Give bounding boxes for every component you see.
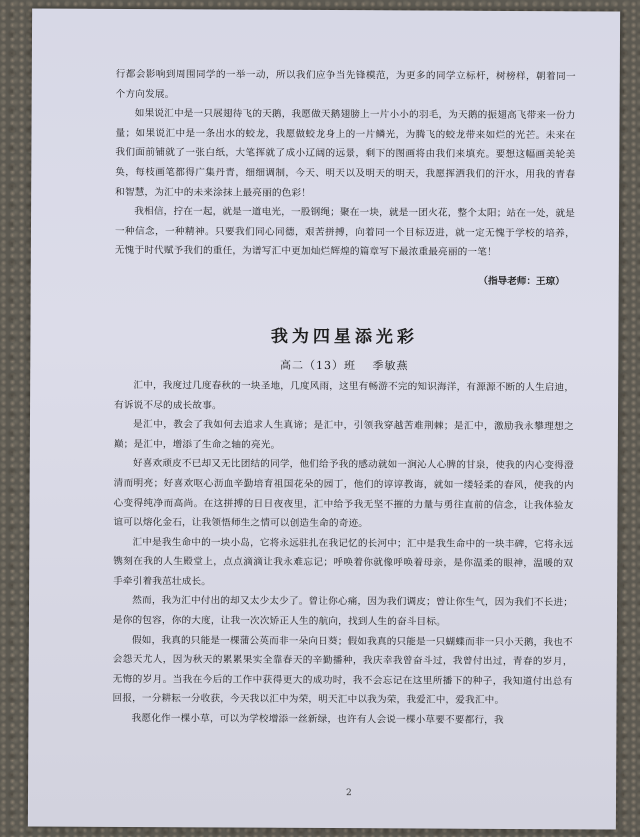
prev-paragraph-1: 行都会影响到周围同学的一举一动，所以我们应争当先锋模范，为更多的同学立标杆，树榜样，朝着同一个方向发展。 [115, 68, 576, 100]
article-paragraph-6: 假如，我真的只能是一棵蒲公英而非一朵向日葵；假如我真的只能是一只蝴蝶而非一只小天鹅，我也不会怨天尤人，因为秋天的累累果实全靠春天的辛勤播种，我庆幸我曾奋斗过，我曾付出过，青春的岁月，无悔的岁月。当我在今后的工作中获得更大的成功时，我不会忘记在这里所播下的种子，我知道付出总有回报，一分耕耘一分收获，今天我以汇中为荣，明天汇中以我为荣，我爱汇中，爱我汇中。 [112, 634, 573, 707]
document-page [28, 8, 620, 829]
article-paragraph-5: 然而，我为汇中付出的却又太少太少了。曾让你心痛，因为我们调皮；曾让你生气，因为我们不长进；是你的包容，你的大度，让我一次次矫正人生的航向，找到人生的奋斗目标。 [112, 595, 574, 628]
article-paragraph-7: 我愿化作一棵小草，可以为学校增添一丝新绿，也许有人会说一棵小草要不要都行，我 [131, 713, 504, 726]
article-paragraph-4: 汇中是我生命中的一块小岛，它将永远驻扎在我记忆的长河中；汇中是我生命中的一块丰碑，它将永远镌刻在我的人生殿堂上，点点滴滴让我永难忘记；呼唤着你就像呼唤着母亲，是你温柔的眼神，温暖的双手牵引着我茁壮成长。 [113, 536, 574, 588]
author-name: 季敏燕 [372, 359, 409, 373]
prev-paragraph-3: 我相信，拧在一起，就是一道电光，一股钢绳；聚在一块，就是一团火花，整个太阳；站在一处，就是一种信念，一种精神。只要我们同心同德，艰苦拼搏，向着同一个目标迈进，就一定无愧于学校的培养，无愧于时代赋予我们的重任，为谱写汇中更加灿烂辉煌的篇章写下最浓重最亮丽的一笔！ [114, 206, 576, 259]
prev-paragraph-2: 如果说汇中是一只展翅待飞的天鹅，我愿做天鹅翅膀上一片小小的羽毛，为天鹅的振翅高飞带来一份力量；如果说汇中是一条出水的蛟龙，我愿做蛟龙身上的一片鳞光，为腾飞的蛟龙带来如烂的光芒。未来在我们面前铺就了一张白纸，大笔挥就了成小辽阔的远景，剩下的图画将由我们来填充。要想这幅画美轮美奂，每枝画笔都得广集丹青，细细调制，今天、明天以及明天的明天，我愿挥洒我们的汗水，用我的青春和智慧，为汇中的未来涂抹上最亮丽的色彩！ [115, 108, 576, 199]
instructor-note: （指导老师：王琼） [478, 275, 565, 288]
page-number: 2 [346, 788, 352, 799]
article-paragraph-2: 是汇中，教会了我如何去追求人生真谛；是汇中，引领我穿越苦难荆棘；是汇中，激励我永攀理想之巅；是汇中，增添了生命之轴的亮光。 [113, 419, 574, 451]
class-name: 高二（13）班 [279, 358, 357, 373]
article-paragraph-1: 汇中，我度过几度春秋的一块圣地，几度风雨，这里有畅游不完的知识海洋，有源源不断的人生启迪，有诉说不尽的成长故事。 [114, 379, 575, 411]
article-paragraph-3: 好喜欢顽皮不已却又无比团结的同学，他们给予我的感动就如一涧沁人心脾的甘泉，使我的内心变得澄清而明亮；好喜欢呕心沥血辛勤培育祖国花朵的园丁，他们的谆谆教诲，就如一缕轻柔的春风，使我的内心变得纯净而高尚。在这拼搏的日日夜夜里，汇中给予我无坚不摧的力量与勇往直前的信念，让我体验友谊可以熔化金石，让我领悟师生之情可以创造生命的奇迹。 [113, 458, 574, 530]
article-byline [114, 356, 574, 374]
article-title: 我为四星添光彩 [270, 326, 418, 348]
page-content [112, 65, 575, 731]
